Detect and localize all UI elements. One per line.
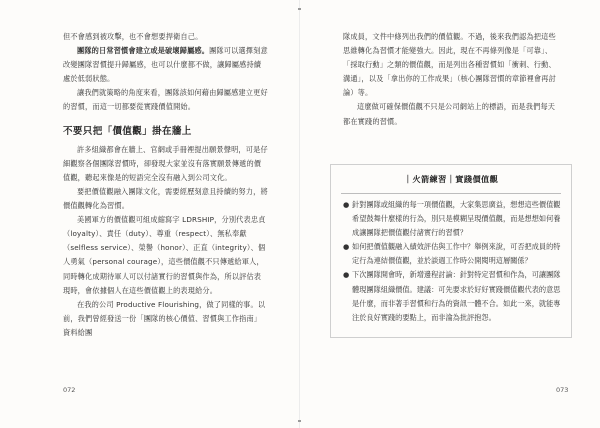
paragraph: 隊成員，文件中條列出我們的價值觀。不過，後來我們認為把這些思維轉化為習慣才能變強大。因此，現在不再條列像是「可靠」、「採取行動」之類的價值觀，而是列出各種習慣如「衝刺、行動、溝通」，以及「拿出你的工作成果」（核心團隊習慣的章節裡會再討論）等。 xyxy=(343,32,556,98)
left-text-column xyxy=(63,30,268,340)
bullet-icon: ● xyxy=(343,200,350,209)
list-item-text: 如何把價值觀融入績效評估與工作中？舉例來說，可否把成員的特定行為連結價值觀，並於談週工作時公開閱明這層關係？ xyxy=(352,242,561,266)
paragraph: 美國軍方的價值觀可組成縮寫字 LDRSHIP，分別代表忠貞（loyalty）、責任（duty）、尊重（respect）、無私奉獻（selfless service）、榮譽（honor）、正直（integrity）、個人勇氣（personal courage），這些價值觀不只傳遞給軍人，同時轉化成期待軍人可以付諸實行的習慣與作為，所以評估表現時，會依據個人在這些價值觀上的表現給分。 xyxy=(63,215,266,295)
bullet-icon: ● xyxy=(343,270,350,280)
paragraph: 這麼做可確保價值觀不只是公司網站上的標語，而是我們每天都在實踐的習慣。 xyxy=(343,102,556,126)
divider xyxy=(341,193,561,194)
page-number: 073 xyxy=(556,386,569,394)
paragraph: 讓我們就策略的角度來看，團隊該如何藉由歸屬感建立更好的習慣，而這一切都要從實踐價值開始。 xyxy=(63,88,268,112)
right-page xyxy=(300,0,600,428)
page-number: 072 xyxy=(63,386,76,394)
paragraph-with-bold-lead xyxy=(63,44,268,86)
list-item xyxy=(343,268,561,324)
exercise-bullet-list xyxy=(343,198,561,325)
exercise-box-title: ｜火箭練習｜實踐價值觀 xyxy=(403,174,499,184)
paragraph-continuation: 團隊可以選擇刻意改變團隊習慣提升歸屬感，也可以什麼都不做，讓歸屬感持續處於低弱狀態。 xyxy=(63,46,268,84)
paragraph: 但不會感到被攻擊，也不會想要捍衛自己。 xyxy=(63,32,203,41)
list-item-text: 下次團隊開會時，新增邊程討論：針對特定習慣和作為，可讓團隊體現團隊組織價值。建議：可先要求於好好實踐價值觀代表的意思是什麼，而非著手習慣和行為的資訊一體不合。如此一來，就能專注於良好實踐的要點上，而非淪為批評抱怨。 xyxy=(352,270,561,322)
list-item-text: 針對團隊或組織的每一項價值觀，大家集思廣益，想想這些價值觀希望鼓舞什麼樣的行為，別只是模糊呈現價值觀，而是想想如何養成讓團隊把價值觀付諸實行的習慣？ xyxy=(352,200,561,238)
paragraph: 許多組織都會在牆上、官網或手冊裡提出願景聲明，可是仔細觀察各個團隊習慣時，卻發現大家並沒有落實願景傳遞的價值觀，聽起來像是的短語完全沒有融入到公司文化。 xyxy=(63,144,268,182)
list-item xyxy=(343,240,561,268)
paragraph: 在我的公司 Productive Flourishing，做了同樣的事。以前，我們曾經發送一份「團隊的核心價值、習慣與工作指南」資料給團 xyxy=(63,299,266,337)
exercise-box xyxy=(330,164,572,338)
bullet-icon: ● xyxy=(343,242,350,252)
bold-lead-sentence: 團隊的日常習慣會建立或是破壞歸屬感。 xyxy=(77,46,210,56)
list-item xyxy=(343,198,561,240)
right-text-column xyxy=(343,30,561,129)
paragraph: 要把價值觀融入團隊文化，需要經歷刻意且持續的努力，將價值觀轉化為習慣。 xyxy=(63,186,268,211)
section-heading: 不要只把「價值觀」掛在牆上 xyxy=(63,125,192,137)
